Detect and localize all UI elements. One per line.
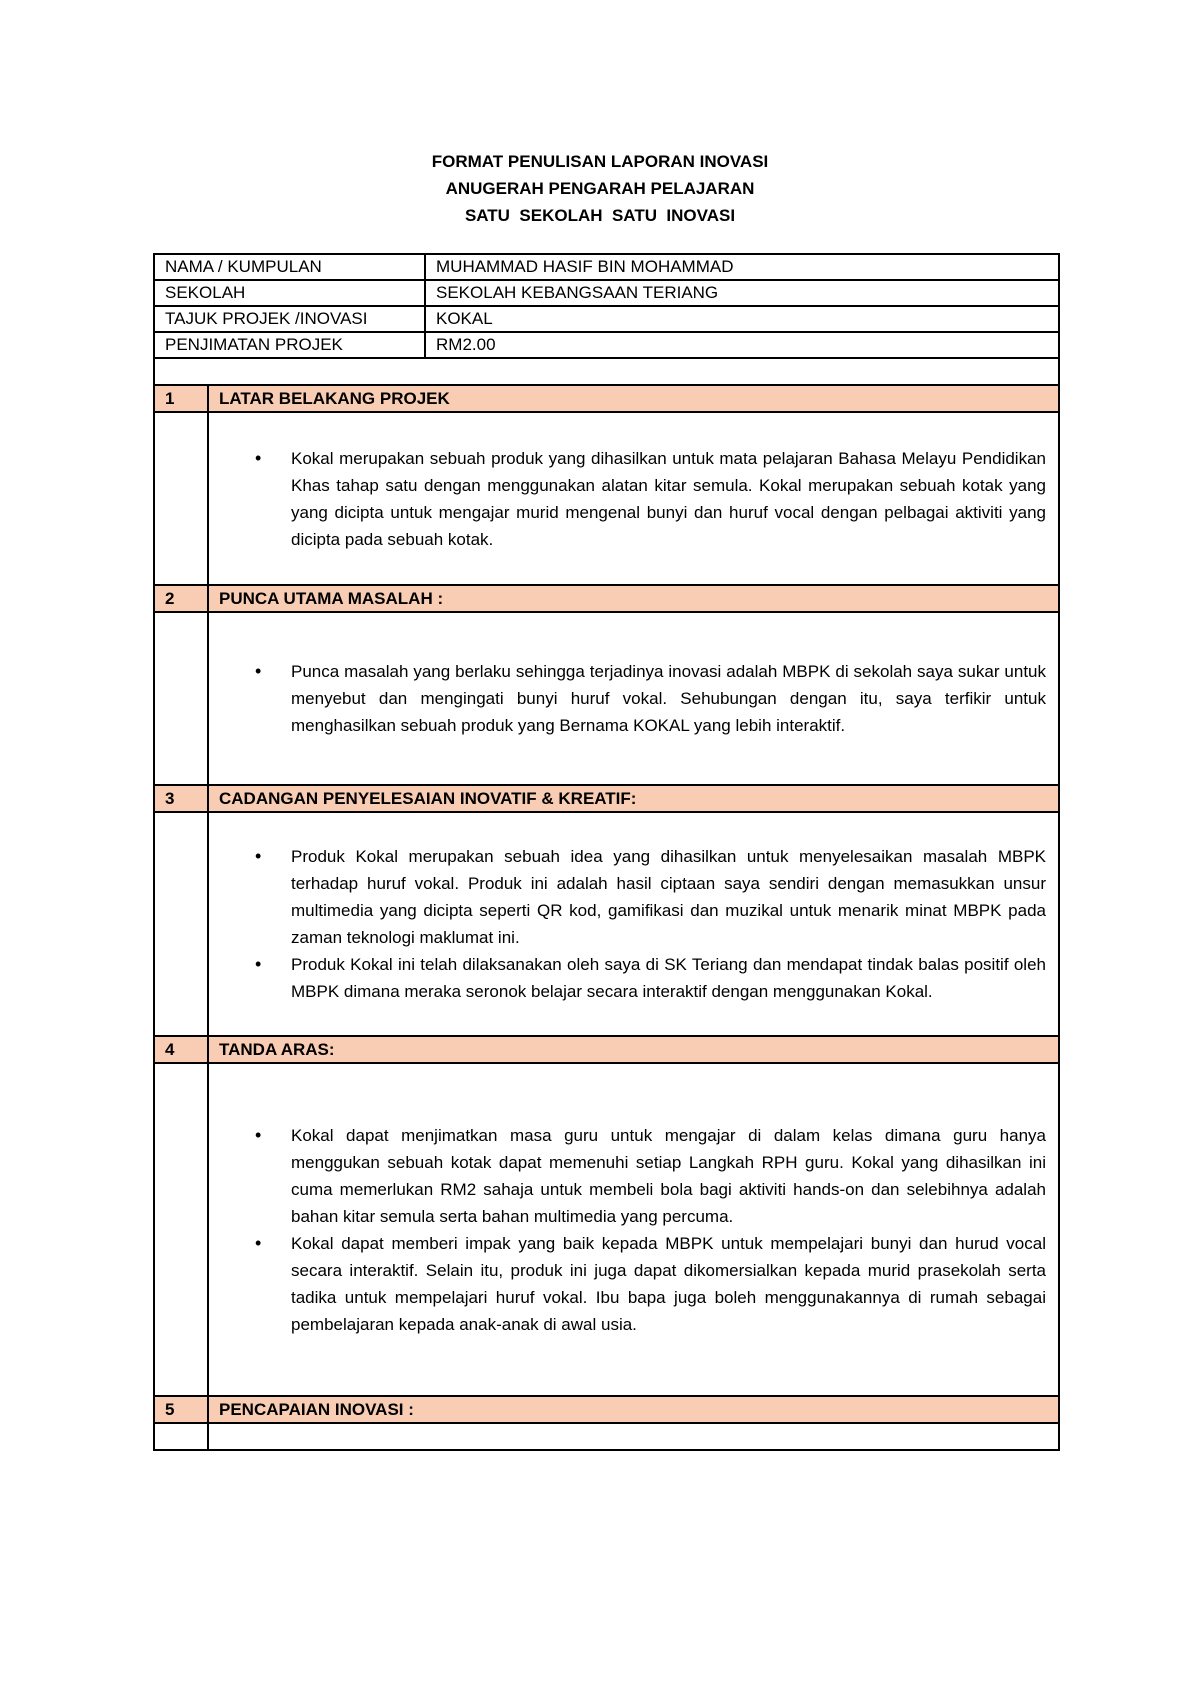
bullet-item: • Kokal dapat menjimatkan masa guru untuk mengajar di dalam kelas dimana guru hanya menggukan sebuah kotak dapat memenuhi setiap Langkah RPH guru. Kokal yang dihasilkan ini cuma memerlukan RM2 sahaja untuk membeli bola bagi aktiviti hands-on dan selebihnya adalah bahan kitar semula serta bahan multimedia yang percuma.	[291, 1122, 1048, 1230]
section-1-content	[154, 412, 1059, 585]
section-4-content	[154, 1063, 1059, 1396]
bullet-icon: •	[255, 1232, 262, 1253]
section-heading: TANDA ARAS:	[208, 1036, 1059, 1063]
info-row-sekolah	[154, 280, 1059, 306]
bullet-item: • Punca masalah yang berlaku sehingga terjadinya inovasi adalah MBPK di sekolah saya sukar untuk menyebut dan mengingati bunyi huruf vokal. Sehubungan dengan itu, saya terfikir untuk menghasilkan sebuah produk yang Bernama KOKAL yang lebih interaktif.	[291, 658, 1048, 739]
section-number: 5	[154, 1396, 208, 1423]
info-value: KOKAL	[425, 306, 1059, 332]
bullet-list	[219, 445, 1048, 553]
info-label: SEKOLAH	[154, 280, 425, 306]
bullet-item: • Kokal dapat memberi impak yang baik kepada MBPK untuk mempelajari bunyi dan hurud vocal secara interaktif. Selain itu, produk ini juga dapat dikomersialkan kepada murid prasekolah serta tadika untuk mempelajari huruf vokal. Ibu bapa juga boleh menggunakannya di rumah sebagai pembelajaran kepada anak-anak di awal usia.	[291, 1230, 1048, 1338]
section-heading: LATAR BELAKANG PROJEK	[208, 385, 1059, 412]
section-5-header	[154, 1396, 1059, 1423]
bullet-item: • Produk Kokal merupakan sebuah idea yang dihasilkan untuk menyelesaikan masalah MBPK terhadap huruf vokal. Produk ini adalah hasil ciptaan saya sendiri dengan memasukkan unsur multimedia yang dicipta seperti QR kod, gamifikasi dan muzikal untuk menarik minat MBPK pada zaman teknologi maklumat ini.	[291, 843, 1048, 951]
info-label: PENJIMATAN PROJEK	[154, 332, 425, 358]
bullet-icon: •	[255, 1124, 262, 1145]
info-label: TAJUK PROJEK /INOVASI	[154, 306, 425, 332]
bullet-icon: •	[255, 846, 262, 866]
section-2-content	[154, 612, 1059, 785]
bullet-icon: •	[255, 661, 262, 681]
section-heading: PENCAPAIAN INOVASI :	[208, 1396, 1059, 1423]
bullet-item: • Kokal merupakan sebuah produk yang dihasilkan untuk mata pelajaran Bahasa Melayu Pendidikan Khas tahap satu dengan menggunakan alatan kitar semula. Kokal merupakan sebuah kotak yang yang dicipta untuk mengajar murid mengenal bunyi dan huruf vocal dengan pelbagai aktiviti yang dicipta pada sebuah kotak.	[291, 445, 1048, 553]
section-2-header	[154, 585, 1059, 612]
section-number: 1	[154, 385, 208, 412]
bullet-list	[219, 843, 1048, 1005]
section-number: 3	[154, 785, 208, 812]
document-title-line-2: ANUGERAH PENGARAH PELAJARAN	[445, 179, 755, 198]
section-number: 2	[154, 585, 208, 612]
section-4-header	[154, 1036, 1059, 1063]
section-1-header	[154, 385, 1059, 412]
bullet-icon: •	[255, 447, 262, 468]
section-number: 4	[154, 1036, 208, 1063]
section-3-content	[154, 812, 1059, 1036]
section-heading: PUNCA UTAMA MASALAH :	[208, 585, 1059, 612]
document-title-line-1: FORMAT PENULISAN LAPORAN INOVASI	[431, 152, 769, 171]
document-title-line-3: SATU SEKOLAH SATU INOVASI	[464, 206, 736, 225]
bullet-list	[219, 658, 1048, 739]
bullet-icon: •	[255, 954, 262, 974]
info-value: RM2.00	[425, 332, 1059, 358]
spacer-row	[154, 358, 1059, 385]
document-title-block	[0, 148, 1200, 229]
bullet-list	[219, 1122, 1048, 1338]
info-row-penjimatan	[154, 332, 1059, 358]
section-heading: CADANGAN PENYELESAIAN INOVATIF & KREATIF:	[208, 785, 1059, 812]
info-label: NAMA / KUMPULAN	[154, 254, 425, 280]
innovation-report-form	[153, 253, 1060, 1451]
info-row-tajuk	[154, 306, 1059, 332]
info-value: SEKOLAH KEBANGSAAN TERIANG	[425, 280, 1059, 306]
bullet-item: • Produk Kokal ini telah dilaksanakan oleh saya di SK Teriang dan mendapat tindak balas positif oleh MBPK dimana meraka seronok belajar secara interaktif dengan menggunakan Kokal.	[291, 951, 1048, 1005]
section-5-content	[154, 1423, 1059, 1450]
info-value: MUHAMMAD HASIF BIN MOHAMMAD	[425, 254, 1059, 280]
section-3-header	[154, 785, 1059, 812]
info-row-nama	[154, 254, 1059, 280]
